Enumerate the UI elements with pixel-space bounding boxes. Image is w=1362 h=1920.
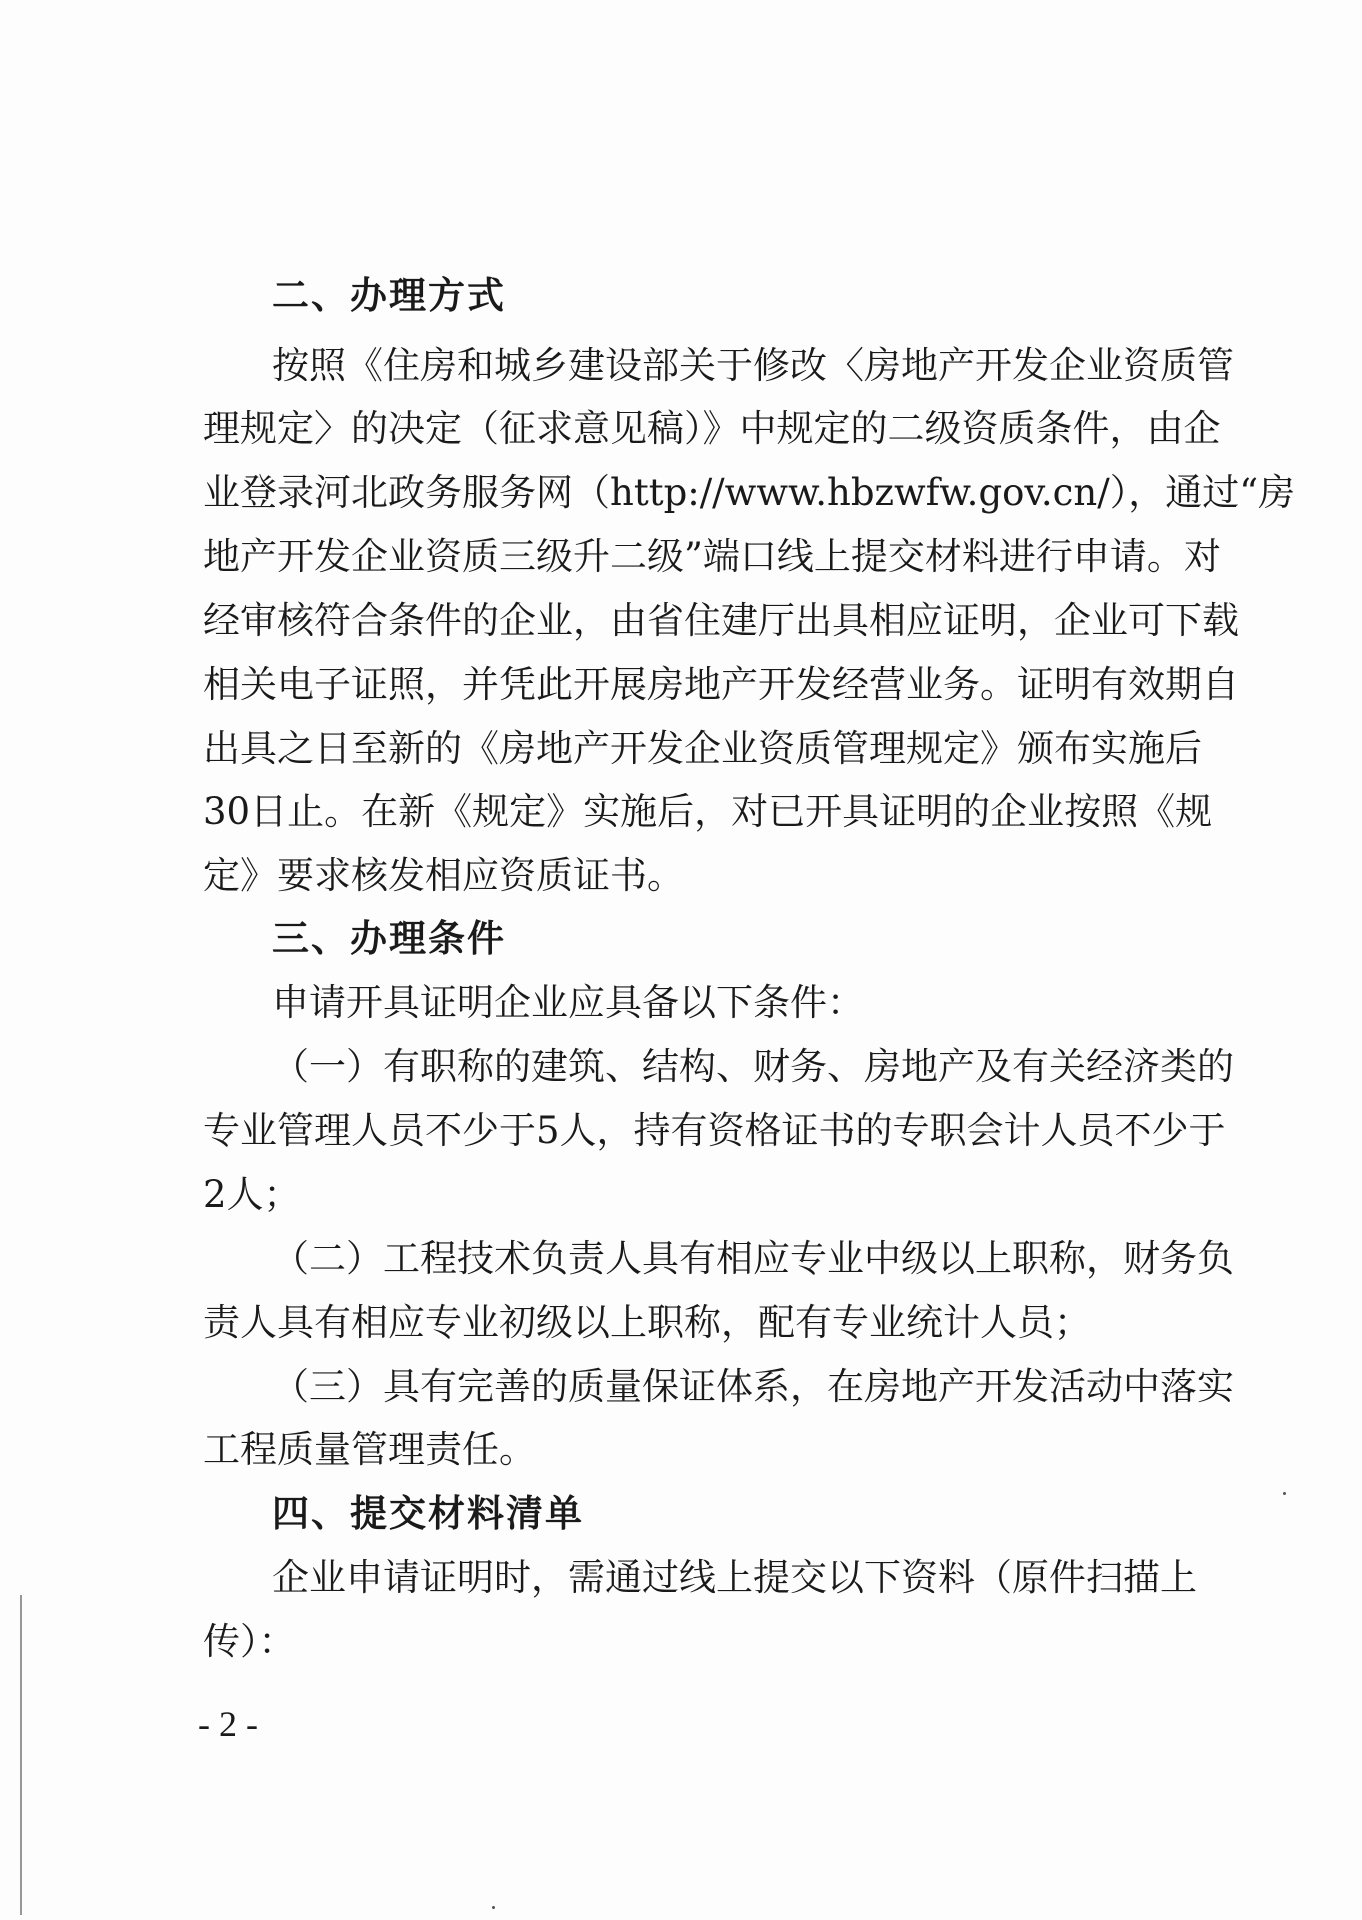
paragraph-line: 理规定〉的决定（征求意见稿）》中规定的二级资质条件，由企 xyxy=(203,407,1221,450)
paragraph-line: 地产开发企业资质三级升二级”端口线上提交材料进行申请。对 xyxy=(203,535,1221,578)
paragraph-line: 工程质量管理责任。 xyxy=(203,1428,536,1471)
condition-item-1: （一）有职称的建筑、结构、财务、房地产及有关经济类的 xyxy=(272,1045,1234,1088)
paragraph-line: 30日止。在新《规定》实施后，对已开具证明的企业按照《规 xyxy=(203,790,1213,833)
paragraph-line: 传）： xyxy=(203,1620,296,1663)
section-heading-conditions: 三、办理条件 xyxy=(272,917,506,960)
paragraph-line: 企业申请证明时，需通过线上提交以下资料（原件扫描上 xyxy=(272,1556,1197,1599)
paragraph-line: 相关电子证照，并凭此开展房地产开发经营业务。证明有效期自 xyxy=(203,663,1239,706)
paragraph-line: 出具之日至新的《房地产开发企业资质管理规定》颁布实施后 xyxy=(203,727,1202,770)
paragraph-line: 申请开具证明企业应具备以下条件： xyxy=(272,981,864,1024)
paragraph-line: 专业管理人员不少于5人，持有资格证书的专职会计人员不少于 xyxy=(203,1109,1226,1152)
paragraph-line: 定》要求核发相应资质证书。 xyxy=(203,854,684,897)
paragraph-line: 按照《住房和城乡建设部关于修改〈房地产开发企业资质管 xyxy=(272,344,1234,387)
paragraph-line: 业登录河北政务服务网（http://www.hbzwfw.gov.cn/），通过“房 xyxy=(203,471,1296,514)
section-heading-materials: 四、提交材料清单 xyxy=(272,1492,584,1535)
condition-item-2: （二）工程技术负责人具有相应专业中级以上职称，财务负 xyxy=(272,1237,1234,1280)
paragraph-line: 责人具有相应专业初级以上职称，配有专业统计人员； xyxy=(203,1301,1091,1344)
scan-speck xyxy=(1283,1492,1286,1495)
paragraph-line: 2人； xyxy=(203,1173,301,1216)
paragraph-line: 经审核符合条件的企业，由省住建厅出具相应证明，企业可下载 xyxy=(203,599,1239,642)
scan-edge-line xyxy=(20,1595,22,1915)
scan-speck xyxy=(492,1906,495,1909)
page-number: - 2 - xyxy=(198,1704,258,1744)
section-heading-method: 二、办理方式 xyxy=(272,274,506,317)
condition-item-3: （三）具有完善的质量保证体系，在房地产开发活动中落实 xyxy=(272,1365,1234,1408)
